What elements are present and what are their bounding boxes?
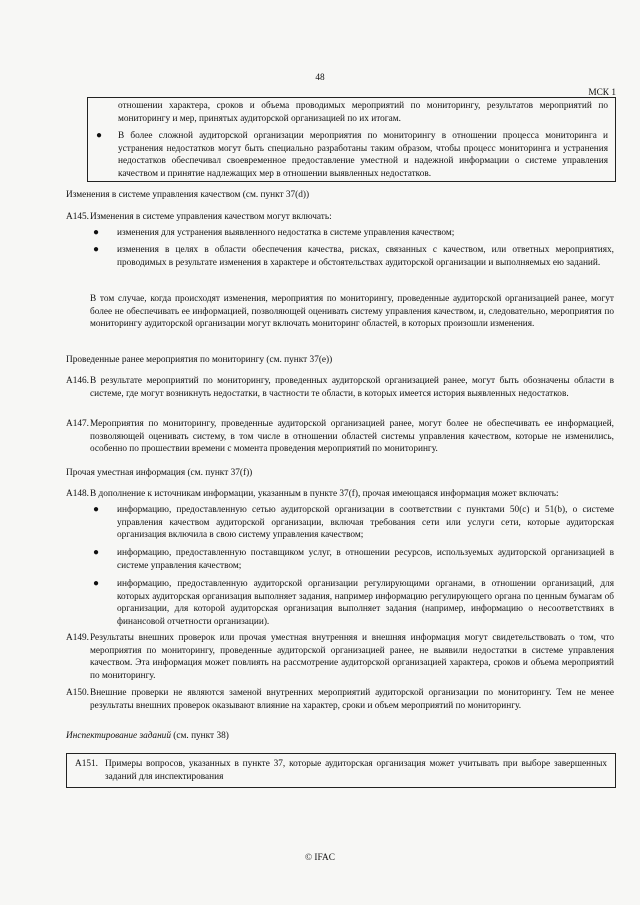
bullet-item [93,227,614,241]
bullet-icon: ● [93,547,100,558]
paragraph-text: Примеры вопросов, указанных в пункте 37, которые аудиторская организация может учитывать при выборе завершенных заданий для инспектирования [105,759,607,782]
bullet-item [93,547,614,574]
bullet-item [93,504,614,544]
paragraph-text: В дополнение к источникам информации, указанным в пункте 37(f), прочая имеющаяся информация может включать: [90,489,559,499]
section-heading [66,730,229,743]
bullet-icon: ● [93,504,100,515]
bullet-text: изменения для устранения выявленного недостатка в системе управления качеством; [117,228,455,238]
bullet-icon: ● [96,130,103,141]
paragraph-number: А148. [66,489,89,499]
paragraph-text: Внешние проверки не являются заменой внутренних мероприятий аудиторской организации по мониторингу. Тем не менее результаты внешних проверок оказывают влияние на характер, сроки и объем мероприятий по мониторингу. [90,688,614,711]
section-heading-italic: Инспектирование заданий [66,731,171,741]
bullet-text: информацию, предоставленную аудиторской организации регулирующими органами, в отношении организаций, для которых аудиторская организация выполняет задания, например информацию регулирующего органа по ценным бумагам об организации, для которой аудиторская организация выполняет задания (например, информацию о несоответствиях в финансовой отчетности организации). [117,579,614,627]
paragraph-number: А150. [66,688,89,698]
paragraph-a148 [66,488,614,502]
paragraph-number: А145. [66,212,89,222]
bullet-item [96,130,608,178]
paragraph-text: В результате мероприятий по мониторингу, проведенных аудиторской организацией ранее, могут быть обозначены области в системе, где могут возникнуть недостатки, в частности те области, в которых имеется история выявленных недостатков. [90,376,614,399]
bullet-text: информацию, предоставленную поставщиком услуг, в отношении ресурсов, используемых аудиторской организацией в системе управления качеством; [117,548,614,571]
continuation-box [87,97,616,182]
bullet-text: изменения в целях в области обеспечения качества, рисках, связанных с качеством, или ответных мероприятиях, проводимых в результате изменения в характере и обстоятельствах аудиторской организации и выполняемых ею заданий. [117,245,614,268]
paragraph-text: Результаты внешних проверок или прочая уместная внутренняя и внешняя информация могут свидетельствовать о том, что мероприятия по мониторингу, проведенные аудиторской организацией ранее, не выявили недостатки в системе управления качеством. Эта информация может повлиять на рассмотрение аудиторской организацией характера, сроков и объема мероприятий по мониторингу. [90,633,614,681]
paragraph-number: А151. [75,759,98,769]
a151-box [66,753,616,788]
paragraph-a147 [66,418,614,458]
page-number: 48 [315,73,325,83]
paragraph-number: А146. [66,376,89,386]
bullet-icon: ● [93,227,100,238]
paragraph-number: А149. [66,633,89,643]
footer-copyright: © IFAC [305,853,335,863]
paragraph-number: А147. [66,419,89,429]
section-heading: Проведенные ранее мероприятия по мониторингу (см. пункт 37(e)) [66,355,333,365]
continuation-text: отношении характера, сроков и объема проводимых мероприятий по мониторингу, результатов мероприятий по мониторингу и мер, принятых аудиторской организацией по их итогам. [118,101,608,124]
paragraph-a150 [66,687,614,714]
paragraph-text: В том случае, когда происходят изменения, мероприятия по мониторингу, проведенные аудиторской организацией ранее, могут более не обеспечивать ее информацией, позволяющей оценивать систему управления качеством, и, следовательно, мероприятия по мониторингу аудиторской организации могут включать мониторинг областей, в которых произошли изменения. [90,294,614,330]
bullet-icon: ● [93,578,100,589]
paragraph-text: Мероприятия по мониторингу, проведенные аудиторской организацией ранее, могут более не обеспечивать ее информацией, позволяющей оценивать систему, в том числе в отношении областей системы управления качеством, которые не изменились, особенно по прошествии времени с момента проведения мероприятий по мониторингу. [90,419,614,455]
document-code: МСК 1 [588,88,616,98]
paragraph-a145 [66,211,614,224]
bullet-icon: ● [93,244,100,255]
paragraph-a149 [66,632,614,684]
section-heading: Изменения в системе управления качеством (см. пункт 37(d)) [66,190,310,200]
bullet-item [93,578,614,630]
paragraph-a146 [66,375,614,415]
bullet-item [93,244,614,284]
section-heading-ref: (см. пункт 38) [170,731,229,741]
paragraph-text: Изменения в системе управления качеством могут включать: [90,212,332,222]
bullet-text: информацию, предоставленную сетью аудиторской организации в соответствии с пунктами 50(с) и 51(b), о системе управления качеством аудиторской организации, включая требования сети или услуги сети, которые аудиторская организация включила в свою систему управления качеством; [117,505,614,541]
bullet-text: В более сложной аудиторской организации мероприятия по мониторингу в отношении процесса мониторинга и устранения недостатков могут быть специально разработаны таким образом, чтобы процесс мониторинга и устранения недостатков обеспечивал своевременное предоставление уместной и надежной информации о системе управления качеством и принятие надлежащих мер в отношении выявленных недостатков. [118,131,608,179]
section-heading: Прочая уместная информация (см. пункт 37(f)) [66,468,253,478]
